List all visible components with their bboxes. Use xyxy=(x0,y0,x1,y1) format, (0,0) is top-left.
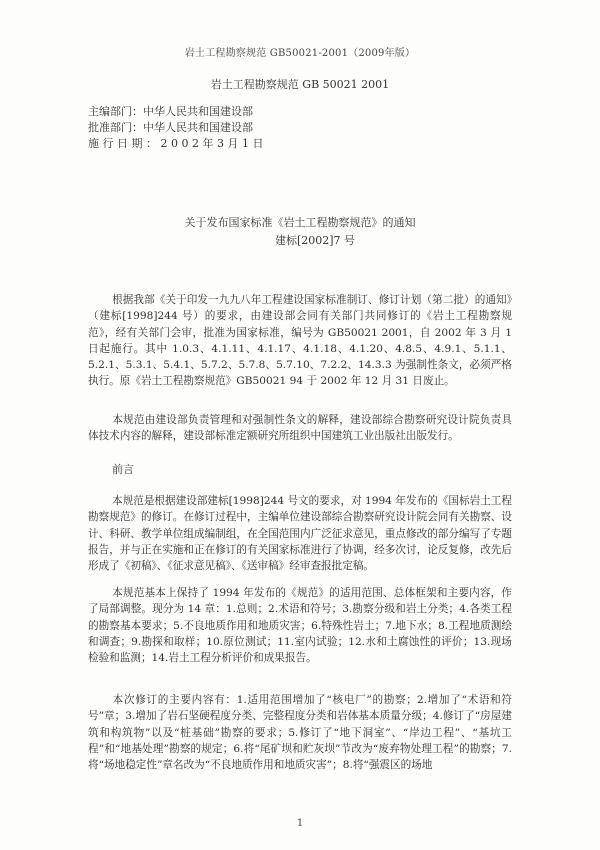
notice-title: 关于发布国家标准《岩土工程勘察规范》的通知 xyxy=(184,216,416,229)
approver-line: 批准部门：中华人民共和国建设部 xyxy=(88,121,253,134)
notice-block xyxy=(0,214,600,250)
paragraph-revision-basis-text: 本规范是根据建设部建标[1998]244 号文的要求，对 1994 年发布的《国标岩土工程勘察规范》的修订。在修订过程中，主编单位建设部综合勘察研究设计院会同有关勘察、设计、科研、教学单位组成编制组，在全国范围内广泛征求意见，重点修改的部分编写了专题报告，并与正在实施和正在修订的有关国家标准进行了协调，经多次讨，论反复修，改先后形成了《初稿》、《征求意见稿》、《送审稿》经审查报批定稿。 xyxy=(88,495,512,573)
running-header: 岩土工程勘察规范 GB50021-2001（2009年版） xyxy=(184,48,416,59)
editor-line: 主编部门：中华人民共和国建设部 xyxy=(88,105,253,118)
document-title: 岩土工程勘察规范 GB 50021 2001 xyxy=(210,78,390,91)
paragraph-responsibility xyxy=(88,412,512,445)
paragraph-revision-content xyxy=(88,692,512,773)
paragraph-revision-content-text: 本次修订的主要内容有：1.适用范围增加了“核电厂”的勘察；2.增加了“术语和符号”章；3.增加了岩石坚硬程度分类、完整程度分类和岩体基本质量分级；4.修订了“房屋建筑和构筑物”以及“桩基础”勘察的要求；5.修订了“地下洞室”、“岸边工程”、“基坑工程”和“地基处理”勘察的规定；6.将“尾矿坝和贮灰坝”节改为“废弃物处理工程”的勘察；7.将“场地稳定性”章名改为“不良地质作用和地质灾害”；8.将“强震区的场地 xyxy=(88,694,512,772)
document-meta xyxy=(88,104,267,152)
paragraph-approval-text: 根据我部《关于印发一九九八年工程建设国家标准制订、修订计划（第二批）的通知》（建标[1998]244 号）的要求，由建设部会同有关部门共同修订的《岩土工程勘察规范》，经有关部门会审，批准为国家标准，编号为 GB50021 2001，自 2002 年 3 月 1 日起施行。其中 1.0.3、4.1.11、4.1.17、4.1.18、4.1.20、4.8.5、4.9.1、5.1.1、5.2.1、5.3.1、5.4.1、5.7.2、5.7.8、5.7.10、7.2.2、14.3.3 为强制性条文，必须严格执行。原《岩土工程勘察规范》GB50021 94 于 2002 年 12 月 31 日废止。 xyxy=(88,294,512,388)
paragraph-responsibility-text: 本规范由建设部负责管理和对强制性条文的解释，建设部综合勘察研究设计院负责具体技术内容的解释，建设部标准定额研究所组织中国建筑工业出版社出版发行。 xyxy=(88,414,512,443)
effective-date-line: 施行日期：2002年3月1日 xyxy=(88,137,267,150)
page-number: 1 xyxy=(296,818,304,829)
paragraph-chapters-text: 本规范基本上保持了 1994 年发布的《规范》的适用范围、总体框架和主要内容，作了局部调整。现分为 14 章：1.总则；2.术语和符号；3.勘察分级和岩土分类；4.各类工程的勘察基本要求；5.不良地质作用和地质灾害；6.特殊性岩土；7.地下水；8.工程地质测绘和调查；9.勘探和取样；10.原位测试；11.室内试验；12.水和土腐蚀性的评价；13.现场检验和监测；14.岩土工程分析评价和成果报告。 xyxy=(88,587,512,665)
paragraph-chapters xyxy=(88,585,512,666)
paragraph-revision-basis xyxy=(88,493,512,574)
notice-number: 建标[2002]7 号 xyxy=(274,234,356,247)
preface-heading: 前言 xyxy=(112,463,134,476)
paragraph-approval xyxy=(88,292,512,390)
